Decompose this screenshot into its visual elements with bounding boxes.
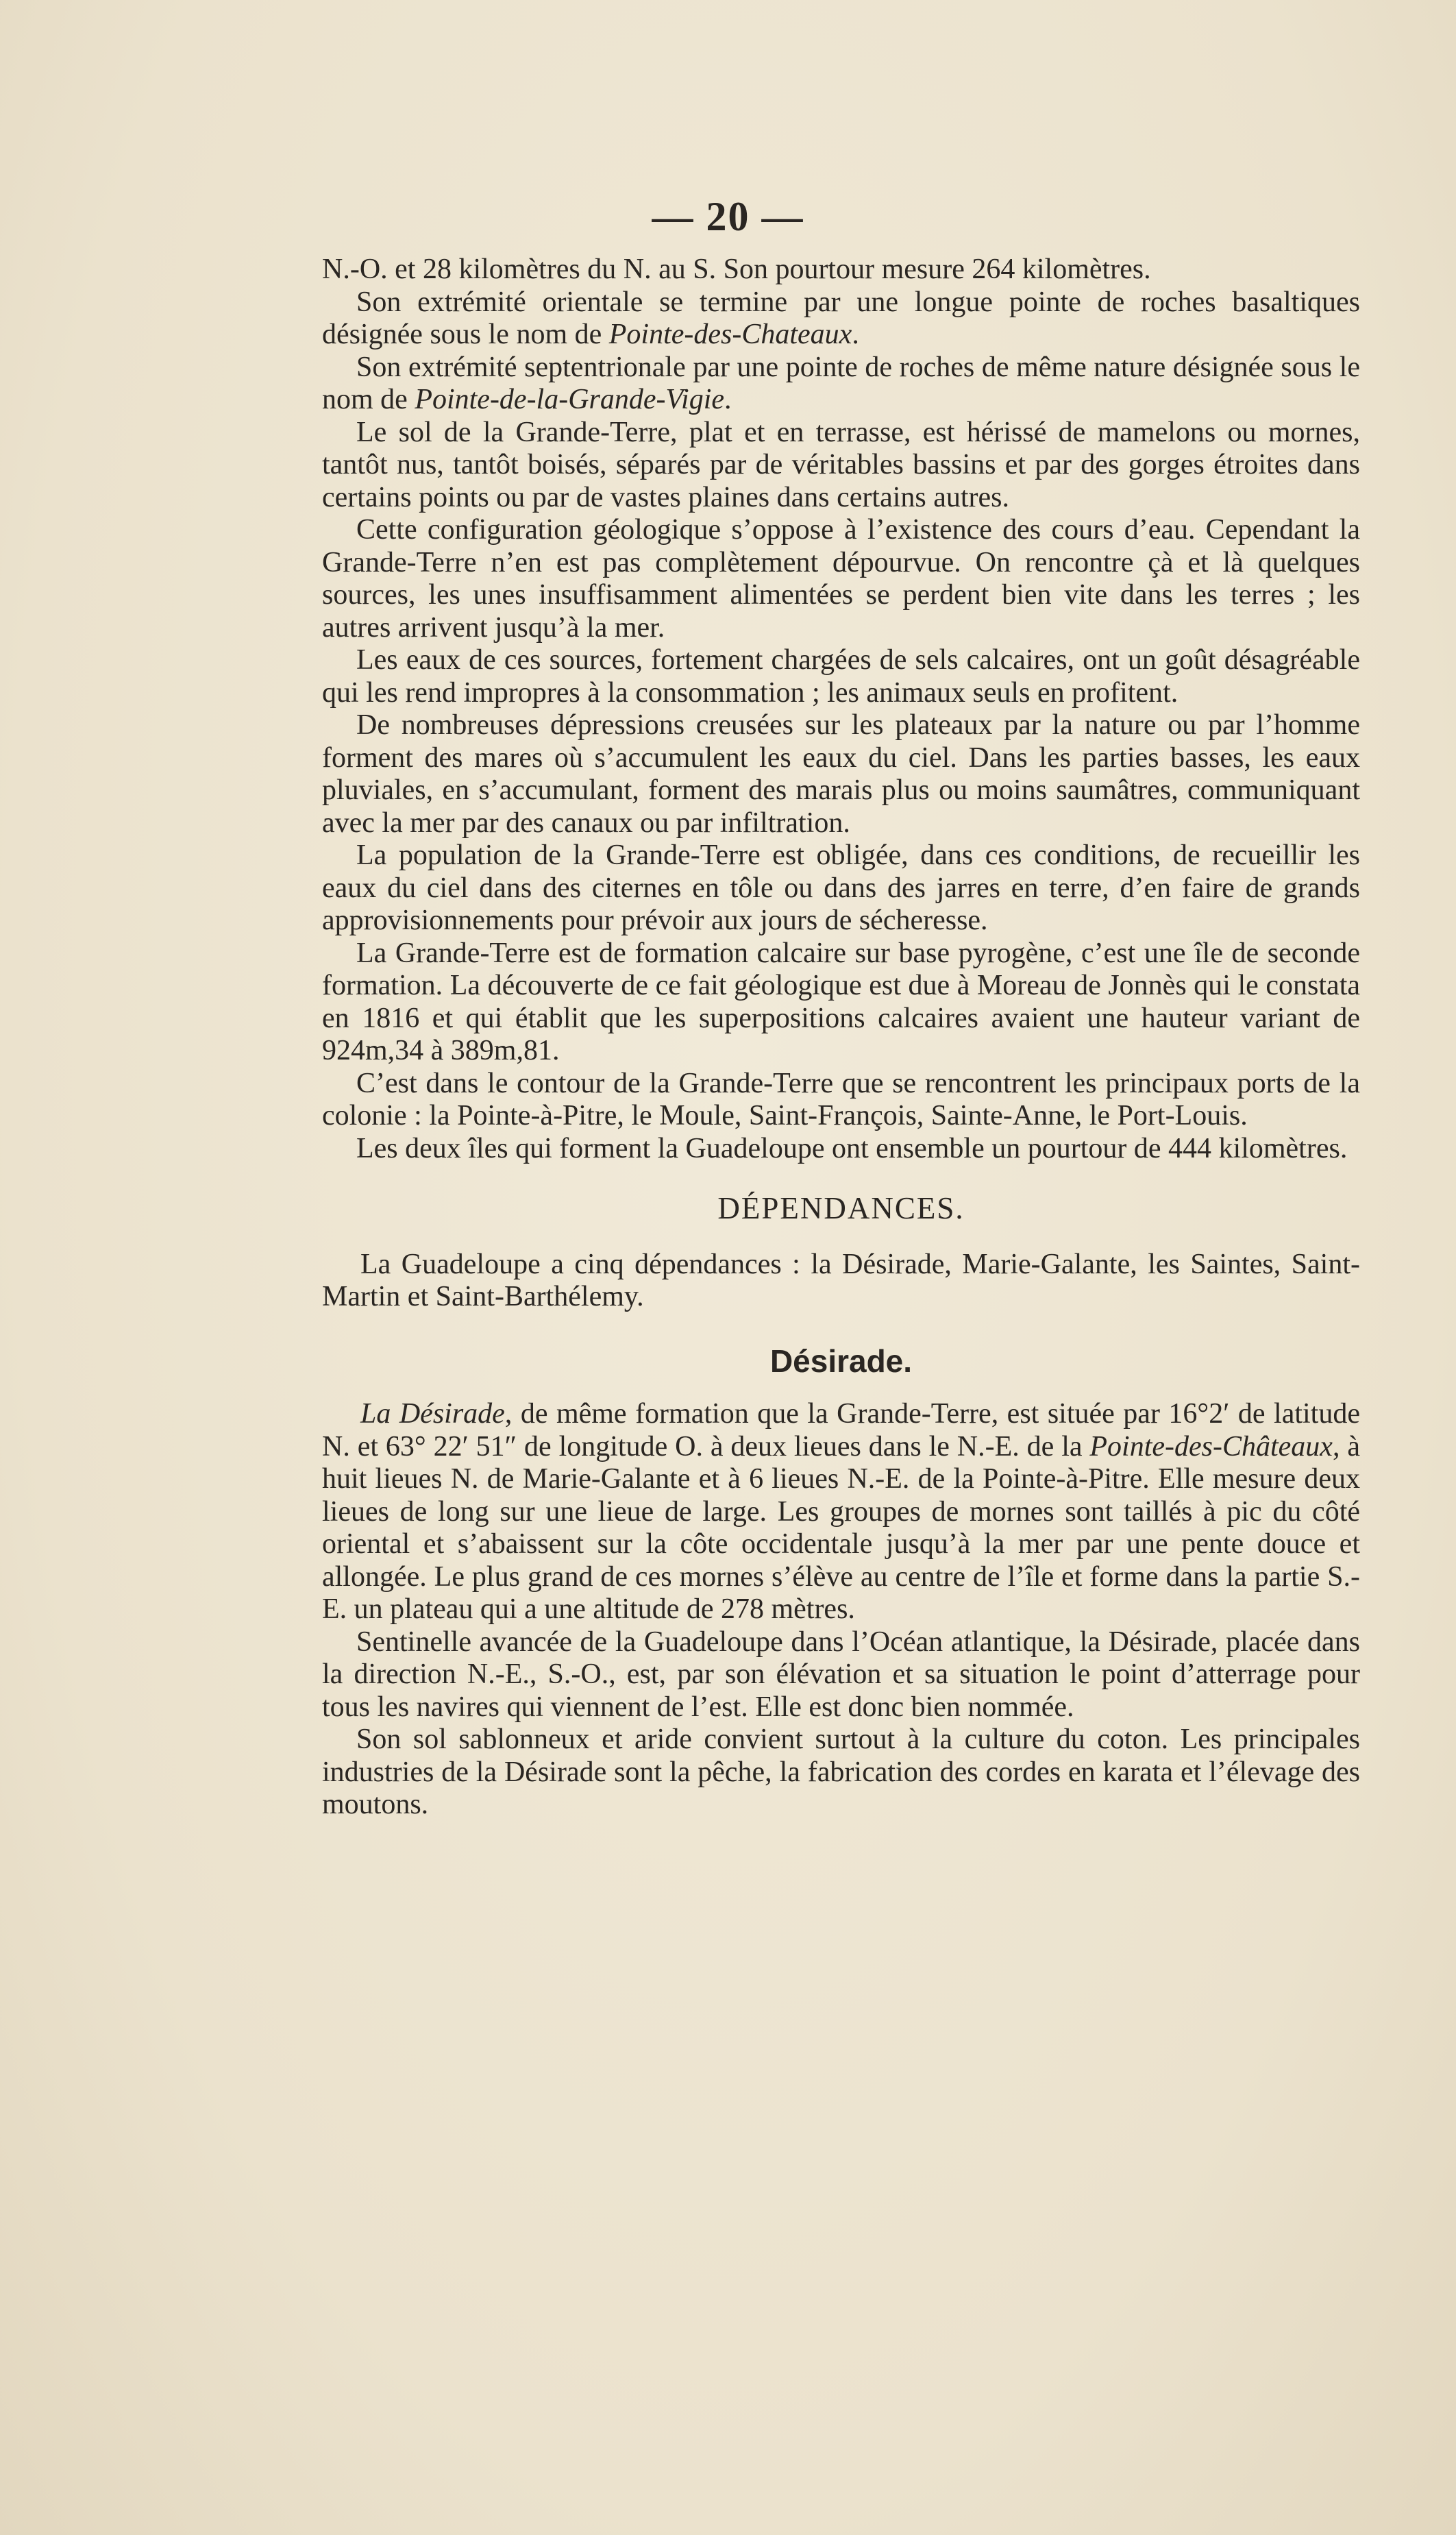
text-run: La Grande-Terre est de formation calcaire sur base pyrogène, c’est une île de seconde formation. La découverte de ce fait géologique est due à Moreau de Jonnès qui le constata en 1816 et qui établit que les superpositions calcaires avaient une hauteur variant de 924m,34 à 389m,81. (322, 937, 1360, 1066)
paragraph (322, 840, 1360, 938)
paragraph (322, 1249, 1360, 1314)
paragraph (322, 644, 1360, 709)
text-run: Son sol sablonneux et aride convient surtout à la culture du coton. Les principales industries de la Désirade sont la pêche, la fabrication des cordes en karata et l’élevage des moutons. (322, 1724, 1360, 1820)
italic-text: La Désirade (360, 1398, 505, 1430)
text-run: Le sol de la Grande-Terre, plat et en terrasse, est hérissé de mamelons ou mornes, tantôt nus, tantôt boisés, séparés par de véritables bassins et par des gorges étroites dans certains points ou par de vastes plaines dans certains autres. (322, 416, 1360, 513)
paragraph (322, 1068, 1360, 1133)
paragraph (322, 514, 1360, 644)
text-run: La population de la Grande-Terre est obligée, dans ces conditions, de recueillir les eaux du ciel dans des citernes en tôle ou dans des jarres en terre, d’en faire de grands approvisionnements pour prévoir aux jours de sécheresse. (322, 840, 1360, 936)
text-run: N.-O. et 28 kilomètres du N. au S. Son pourtour mesure 264 kilomètres. (322, 254, 1151, 285)
text-run: . (852, 319, 859, 350)
text-run: Son extrémité septentrionale par une pointe de roches de même nature désignée sous le nom de (322, 351, 1360, 415)
text-run: La Guadeloupe a cinq dépendances : la Désirade, Marie-Galante, les Saintes, Saint-Martin et Saint-Barthélemy. (322, 1248, 1360, 1312)
text-run: De nombreuses dépressions creusées sur les plateaux par la nature ou par l’homme forment des mares où s’accumulent les eaux du ciel. Dans les parties basses, les eaux pluviales, en s’accumulant, forment des marais plus ou moins saumâtres, communiquant avec la mer par des canaux ou par infiltration. (322, 709, 1360, 839)
italic-text: Pointe-des-Chateaux (608, 319, 852, 350)
text-run: Les deux îles qui forment la Guadeloupe ont ensemble un pourtour de 444 kilomètres. (356, 1132, 1348, 1164)
italic-text: Pointe-de-la-Grande-Vigie (415, 384, 725, 415)
paragraph (322, 1133, 1360, 1166)
text-run: Sentinelle avancée de la Guadeloupe dans l’Océan atlantique, la Désirade, placée dans la direction N.-E., S.-O., est, par son élévation et sa situation le point d’atterrage pour tous les navires qui viennent de l’est. Elle est donc bien nommée. (322, 1626, 1360, 1723)
body-text (322, 254, 1360, 1822)
paragraph (322, 352, 1360, 417)
text-run: , de même formation que la Grande-Terre, est située par 16°2′ de latitude N. et 63° 22′ 51″ de longitude O. à deux lieues dans le N.-E. de la (322, 1398, 1360, 1462)
subsection-title: Désirade. (769, 1343, 913, 1379)
text-run: , à huit lieues N. de Marie-Galante et à 6 lieues N.-E. de la Pointe-à-Pitre. Elle mesure deux lieues de long sur une lieue de large. Les groupes de mornes sont taillés à pic du côté oriental et s’abaissent sur la côte occidentale jusqu’à la mer par une pente douce et allongée. Le plus grand de ces mornes s’élève au centre de l’île et forme dans la partie S.-E. un plateau qui a une altitude de 278 mètres. (322, 1430, 1360, 1625)
italic-text: Pointe-des-Châteaux (1089, 1430, 1333, 1462)
paragraph (322, 1398, 1360, 1626)
paragraph (322, 1626, 1360, 1724)
section-title: DÉPENDANCES. (717, 1191, 965, 1225)
text-run: Son extrémité orientale se termine par une longue pointe de roches basaltiques désignée sous le nom de (322, 286, 1360, 350)
paragraph (322, 286, 1360, 352)
page-number: — 20 — (652, 194, 804, 239)
paragraph (322, 709, 1360, 840)
text-run: Cette configuration géologique s’oppose à l’existence des cours d’eau. Cependant la Grande-Terre n’en est pas complètement dépourvue. On rencontre çà et là quelques sources, les unes insuffisamment alimentées se perdent bien vite dans les terres ; les autres arrivent jusqu’à la mer. (322, 514, 1360, 644)
paragraph (322, 1724, 1360, 1822)
paragraph (322, 254, 1360, 286)
paragraph (322, 938, 1360, 1068)
paragraph (322, 417, 1360, 515)
text-run: C’est dans le contour de la Grande-Terre que se rencontrent les principaux ports de la colonie : la Pointe-à-Pitre, le Moule, Saint-François, Sainte-Anne, le Port-Louis. (322, 1067, 1360, 1131)
text-run: Les eaux de ces sources, fortement chargées de sels calcaires, ont un goût désagréable qui les rend impropres à la consommation ; les animaux seuls en profitent. (322, 644, 1360, 709)
text-run: . (724, 384, 732, 415)
